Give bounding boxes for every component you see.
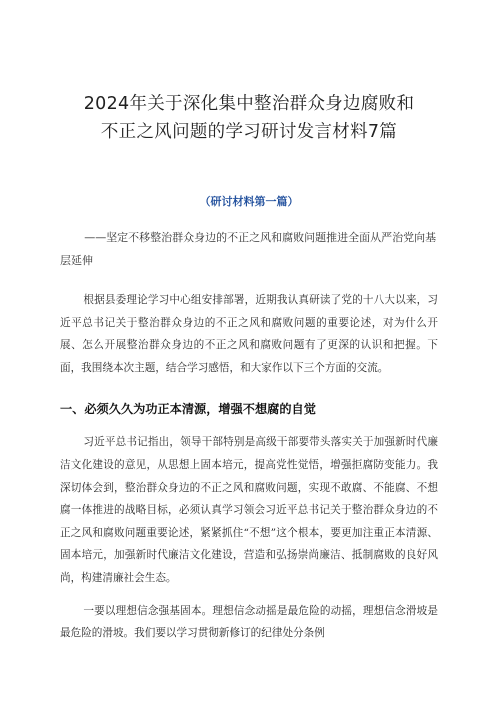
title-line-2: 不正之风问题的学习研讨发言材料7篇	[100, 122, 398, 142]
subtitle: ——坚定不移整治群众身边的不正之风和腐败问题推进全面从严治党向基层延伸	[60, 231, 437, 267]
document-title	[60, 90, 438, 146]
body-paragraph: 习近平总书记指出，领导干部特别是高级干部要带头落实关于加强新时代廉洁文化建设的意见，从思想上固本培元，提高党性觉悟，增强拒腐防变能力。我深切体会到，整治群众身边的不正之风和腐败问题，实现不敢腐、不能腐、不想腐一体推进的战略目标，必须认真学习领会习近平总书记关于整治群众身边的不正之风和腐败问题重要论述，紧紧抓住“不想”这个根本，要更加注重正本清源、固本培元，加强新时代廉洁文化建设，营造和弘扬崇尚廉洁、抵制腐败的良好风尚，构建清廉社会生态。	[60, 436, 438, 584]
section-label: （研讨材料第一篇）	[199, 195, 299, 208]
body-paragraph: 一要以理想信念强基固本。理想信念动摇是最危险的动摇，理想信念滑坡是最危险的滑坡。我们要以学习贯彻新修订的纪律处分条例	[60, 604, 438, 640]
title-line-1: 2024年关于深化集中整治群众身边腐败和	[83, 94, 415, 114]
intro-paragraph: 根据县委理论学习中心组安排部署，近期我认真研读了党的十八大以来，习近平总书记关于整治群众身边的不正之风和腐败问题的重要论述，对为什么开展、怎么开展整治群众身边的不正之风和腐败问题有了更深的认识和把握。下面，我围绕本次主题，结合学习感悟，和大家作以下三个方面的交流。	[60, 294, 438, 374]
section-heading-1: 一、必须久久为功正本清源，增强不想腐的自觉	[60, 402, 316, 417]
